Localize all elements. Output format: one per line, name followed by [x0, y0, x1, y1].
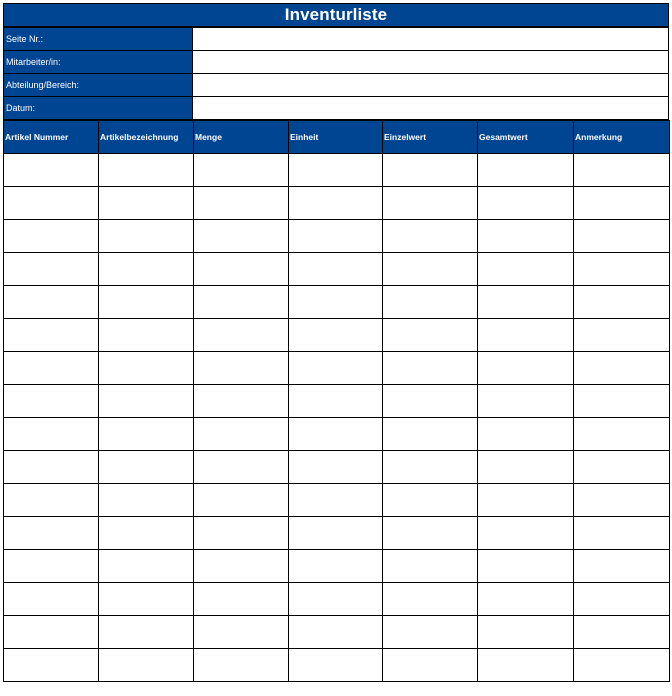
table-cell[interactable]: [574, 286, 670, 319]
table-cell[interactable]: [383, 418, 478, 451]
table-cell[interactable]: [289, 484, 383, 517]
table-cell[interactable]: [194, 286, 289, 319]
meta-value-field[interactable]: [193, 97, 669, 120]
column-header: Gesamtwert: [478, 121, 574, 154]
table-cell[interactable]: [194, 451, 289, 484]
table-cell[interactable]: [289, 385, 383, 418]
table-header-row: [4, 121, 670, 154]
table-cell[interactable]: [194, 187, 289, 220]
table-cell[interactable]: [4, 616, 99, 649]
table-cell[interactable]: [99, 319, 194, 352]
table-cell[interactable]: [383, 517, 478, 550]
table-cell[interactable]: [478, 352, 574, 385]
column-header: Artikelbezeichnung: [99, 121, 194, 154]
meta-row: [4, 97, 669, 120]
table-cell[interactable]: [194, 616, 289, 649]
table-cell[interactable]: [194, 154, 289, 187]
table-cell[interactable]: [289, 616, 383, 649]
table-cell[interactable]: [289, 583, 383, 616]
table-cell[interactable]: [99, 418, 194, 451]
table-cell[interactable]: [574, 187, 670, 220]
column-header: Einheit: [289, 121, 383, 154]
table-cell[interactable]: [574, 649, 670, 682]
table-row: [4, 418, 670, 451]
table-row: [4, 451, 670, 484]
table-cell[interactable]: [289, 319, 383, 352]
table-cell[interactable]: [194, 418, 289, 451]
table-cell[interactable]: [4, 385, 99, 418]
table-row: [4, 286, 670, 319]
table-cell[interactable]: [383, 253, 478, 286]
table-cell[interactable]: [478, 319, 574, 352]
table-cell[interactable]: [194, 352, 289, 385]
table-cell[interactable]: [99, 385, 194, 418]
table-cell[interactable]: [478, 583, 574, 616]
table-cell[interactable]: [383, 286, 478, 319]
table-cell[interactable]: [4, 451, 99, 484]
table-cell[interactable]: [574, 220, 670, 253]
table-cell[interactable]: [574, 583, 670, 616]
table-cell[interactable]: [574, 418, 670, 451]
table-cell[interactable]: [383, 220, 478, 253]
table-cell[interactable]: [574, 352, 670, 385]
table-cell[interactable]: [194, 649, 289, 682]
table-cell[interactable]: [383, 319, 478, 352]
table-cell[interactable]: [478, 154, 574, 187]
table-cell[interactable]: [289, 154, 383, 187]
table-row: [4, 550, 670, 583]
table-row: [4, 385, 670, 418]
inventory-table: [3, 120, 670, 682]
table-cell[interactable]: [478, 517, 574, 550]
table-cell[interactable]: [574, 319, 670, 352]
table-cell[interactable]: [478, 286, 574, 319]
column-header: Anmerkung: [574, 121, 670, 154]
table-cell[interactable]: [194, 583, 289, 616]
table-row: [4, 616, 670, 649]
meta-value-field[interactable]: [193, 28, 669, 51]
table-cell[interactable]: [383, 154, 478, 187]
table-cell[interactable]: [478, 187, 574, 220]
table-cell[interactable]: [574, 616, 670, 649]
table-cell[interactable]: [4, 253, 99, 286]
table-cell[interactable]: [4, 550, 99, 583]
table-cell[interactable]: [383, 484, 478, 517]
table-cell[interactable]: [4, 319, 99, 352]
meta-label: Mitarbeiter/in:: [4, 51, 193, 74]
table-cell[interactable]: [574, 550, 670, 583]
table-row: [4, 253, 670, 286]
table-cell[interactable]: [478, 385, 574, 418]
table-row: [4, 583, 670, 616]
table-cell[interactable]: [99, 352, 194, 385]
table-cell[interactable]: [478, 220, 574, 253]
table-cell[interactable]: [383, 649, 478, 682]
table-cell[interactable]: [4, 484, 99, 517]
table-cell[interactable]: [4, 517, 99, 550]
table-cell[interactable]: [4, 286, 99, 319]
column-header: Artikel Nummer: [4, 121, 99, 154]
table-cell[interactable]: [383, 616, 478, 649]
table-cell[interactable]: [478, 484, 574, 517]
table-cell[interactable]: [289, 451, 383, 484]
table-cell[interactable]: [99, 649, 194, 682]
table-cell[interactable]: [383, 550, 478, 583]
table-row: [4, 517, 670, 550]
table-row: [4, 319, 670, 352]
table-cell[interactable]: [4, 154, 99, 187]
meta-label: Datum:: [4, 97, 193, 120]
table-cell[interactable]: [99, 451, 194, 484]
table-cell[interactable]: [289, 253, 383, 286]
table-cell[interactable]: [194, 220, 289, 253]
table-cell[interactable]: [99, 484, 194, 517]
table-cell[interactable]: [194, 484, 289, 517]
table-cell[interactable]: [478, 649, 574, 682]
table-cell[interactable]: [99, 253, 194, 286]
inventory-sheet: [3, 3, 669, 682]
table-cell[interactable]: [194, 319, 289, 352]
table-cell[interactable]: [99, 517, 194, 550]
table-cell[interactable]: [478, 451, 574, 484]
table-cell[interactable]: [574, 451, 670, 484]
table-row: [4, 154, 670, 187]
table-cell[interactable]: [194, 253, 289, 286]
table-cell[interactable]: [478, 253, 574, 286]
table-cell[interactable]: [574, 253, 670, 286]
table-cell[interactable]: [194, 550, 289, 583]
table-cell[interactable]: [478, 418, 574, 451]
table-cell[interactable]: [4, 649, 99, 682]
table-cell[interactable]: [4, 352, 99, 385]
table-cell[interactable]: [289, 352, 383, 385]
table-cell[interactable]: [574, 154, 670, 187]
table-cell[interactable]: [99, 154, 194, 187]
table-cell[interactable]: [289, 550, 383, 583]
table-cell[interactable]: [99, 616, 194, 649]
table-cell[interactable]: [194, 517, 289, 550]
meta-table: [3, 27, 669, 120]
table-cell[interactable]: [4, 187, 99, 220]
table-cell[interactable]: [289, 418, 383, 451]
table-cell[interactable]: [99, 550, 194, 583]
table-cell[interactable]: [478, 616, 574, 649]
table-cell[interactable]: [383, 385, 478, 418]
table-cell[interactable]: [383, 187, 478, 220]
table-cell[interactable]: [289, 517, 383, 550]
table-cell[interactable]: [574, 517, 670, 550]
table-cell[interactable]: [194, 385, 289, 418]
table-cell[interactable]: [574, 385, 670, 418]
table-cell[interactable]: [99, 286, 194, 319]
table-cell[interactable]: [4, 220, 99, 253]
table-cell[interactable]: [383, 451, 478, 484]
table-cell[interactable]: [383, 352, 478, 385]
meta-row: [4, 74, 669, 97]
table-row: [4, 220, 670, 253]
meta-label: Seite Nr.:: [4, 28, 193, 51]
meta-row: [4, 28, 669, 51]
table-cell[interactable]: [383, 583, 478, 616]
meta-value-field[interactable]: [193, 74, 669, 97]
meta-label: Abteilung/Bereich:: [4, 74, 193, 97]
table-cell[interactable]: [4, 583, 99, 616]
sheet-title: Inventurliste: [3, 3, 669, 27]
table-cell[interactable]: [574, 484, 670, 517]
table-cell[interactable]: [99, 583, 194, 616]
table-cell[interactable]: [289, 649, 383, 682]
table-row: [4, 352, 670, 385]
table-row: [4, 187, 670, 220]
table-row: [4, 649, 670, 682]
table-cell[interactable]: [289, 286, 383, 319]
table-cell[interactable]: [478, 550, 574, 583]
table-cell[interactable]: [289, 220, 383, 253]
meta-row: [4, 51, 669, 74]
table-cell[interactable]: [99, 220, 194, 253]
table-row: [4, 484, 670, 517]
column-header: Menge: [194, 121, 289, 154]
table-cell[interactable]: [4, 418, 99, 451]
column-header: Einzelwert: [383, 121, 478, 154]
table-cell[interactable]: [99, 187, 194, 220]
meta-value-field[interactable]: [193, 51, 669, 74]
table-cell[interactable]: [289, 187, 383, 220]
